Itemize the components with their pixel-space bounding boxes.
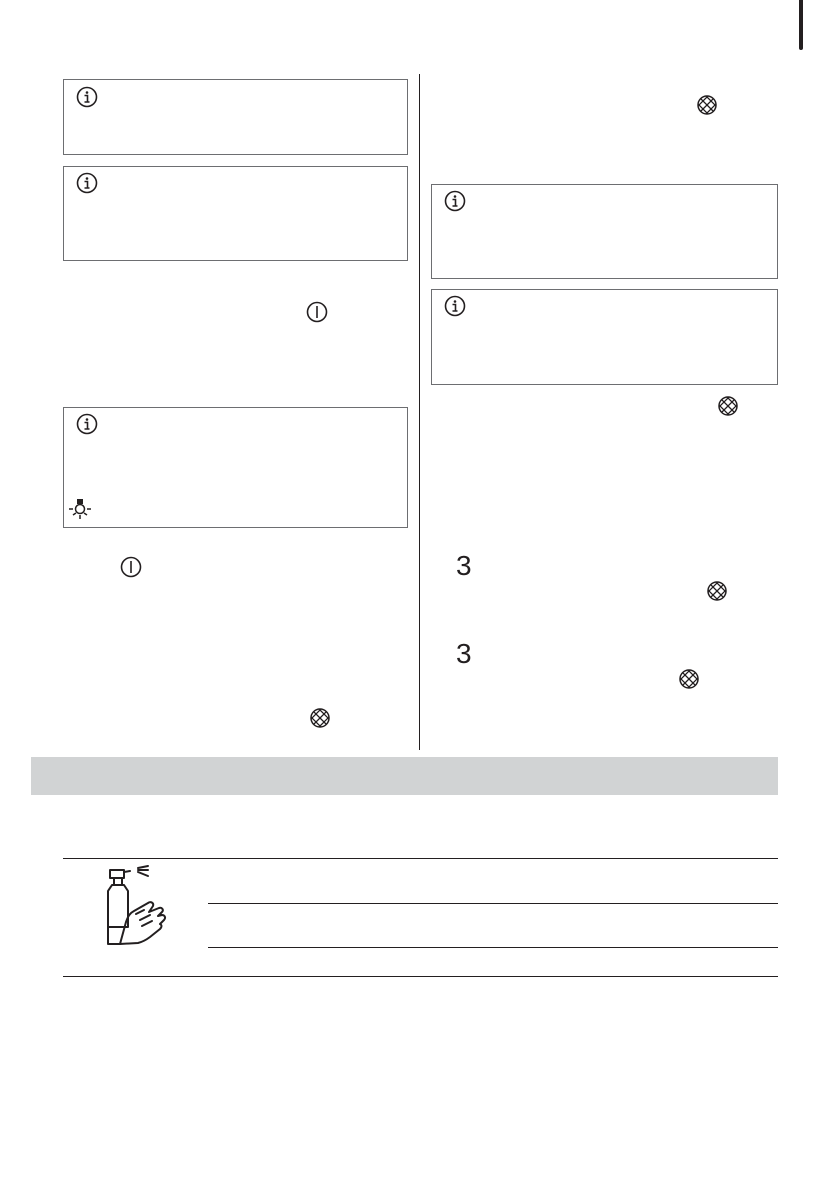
- page-edge-marker: [799, 0, 803, 50]
- booster-icon: [679, 669, 699, 689]
- info-icon: [76, 413, 98, 435]
- step-level-digit: 3: [456, 638, 472, 669]
- table-bottom-rule: [63, 976, 778, 977]
- section-header-bar: [31, 757, 778, 795]
- info-icon: [76, 86, 98, 108]
- info-icon: [76, 172, 98, 194]
- info-icon: [444, 190, 466, 212]
- note-box-4: [431, 184, 778, 279]
- table-row-rule: [208, 947, 778, 948]
- note-box-2: [63, 166, 408, 261]
- booster-icon: [718, 396, 738, 416]
- info-icon: [444, 295, 466, 317]
- spray-cleaning-icon: [100, 864, 170, 950]
- power-icon: [306, 301, 328, 323]
- note-box-3: [63, 407, 408, 528]
- table-row-rule: [208, 903, 778, 904]
- booster-icon: [707, 581, 727, 601]
- note-box-1: [63, 79, 408, 155]
- column-divider: [419, 74, 420, 750]
- booster-icon: [697, 95, 717, 115]
- power-icon: [120, 556, 142, 578]
- note-box-5: [431, 289, 778, 385]
- light-icon: [68, 498, 92, 520]
- booster-icon: [310, 708, 330, 728]
- step-level-digit: 3: [456, 550, 472, 581]
- table-top-rule: [63, 858, 778, 859]
